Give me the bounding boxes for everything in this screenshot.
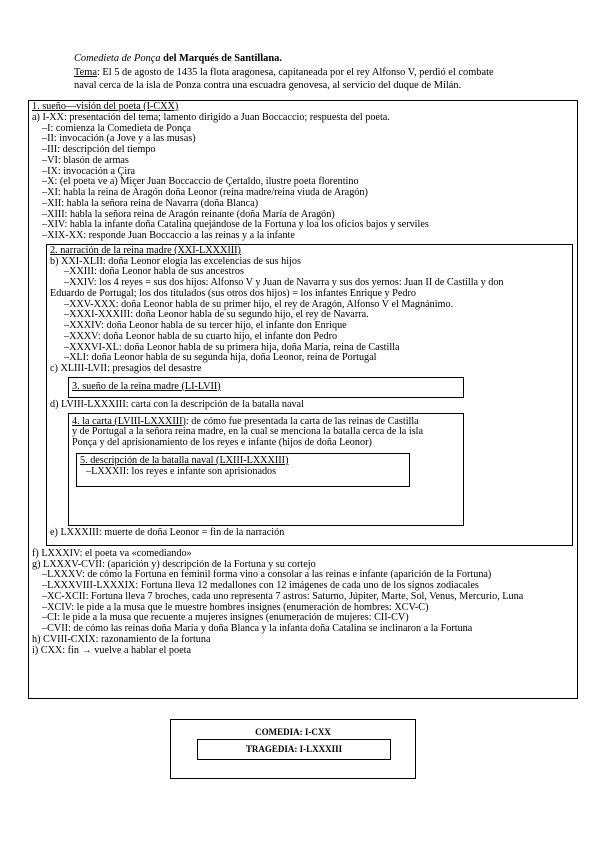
list-item: –XIII: habla la señora reina de Aragón reinante (doña María de Aragón): [42, 208, 335, 220]
list-item: –LXXXVIII-LXXXIX: Fortuna lleva 12 medallones con 12 imágenes de cada uno de los signos zodiacales: [42, 580, 479, 591]
list-item: –IX: invocación a Çira: [42, 165, 136, 177]
comedia-label: COMEDIA: I-CXX: [255, 727, 331, 737]
list-item: –XIV: habla la infante doña Catalina quejándose de la Fortuna y loa los oficios bajos y serviles: [42, 219, 429, 231]
document-header: [74, 52, 574, 93]
part-d: d) LVIII-LXXXIII: carta con la descripción de la batalla naval: [50, 398, 304, 410]
list-item: Eduardo de Portugal; los dos titulados (sus otros dos hijos) = los infantes Enrique y Pedro: [50, 287, 416, 299]
tema-text-cont: naval cerca de la isla de Ponza contra una escuadra genovesa, al servicio del duque de Milán.: [74, 80, 462, 91]
list-item: –VI: blasón de armas: [42, 154, 129, 166]
outline-box: [28, 100, 578, 699]
list-item: –XCIV: le pide a la musa que le muestre hombres insignes (enumeración de hombres: XCV-C): [42, 601, 429, 613]
section-3-heading: 3. sueño de la reina madre (LI-LVII): [72, 380, 221, 392]
section-2-box: [46, 244, 573, 546]
list-item: –XLI: doña Leonor habla de su segunda hija, doña Leonor, reina de Portugal: [64, 352, 377, 364]
work-title: Comedieta de Ponça: [74, 53, 161, 64]
section-5-box: [76, 453, 410, 487]
list-item: –XXV-XXX: doña Leonor habla de su primer hijo, el rey de Aragón, Alfonso V el Magnánimo.: [64, 298, 454, 310]
section-5-heading: 5. descripción de la batalla naval (LXIII-LXXXIII): [80, 454, 289, 466]
part-a: a) I-XX: presentación del tema; lamento dirigido a Juan Boccaccio; respuesta del poeta.: [32, 111, 390, 123]
section-4-text: : de cómo fue presentada la carta de las reinas de Castilla: [185, 415, 419, 427]
part-f: f) LXXXIV: el poeta va «comediando»: [32, 547, 192, 559]
list-item: –XIX-XX: responde Juan Boccaccio a las reinas y a la infante: [42, 230, 295, 241]
tragedia-label: TRAGEDIA: I-LXXXIII: [197, 739, 391, 760]
part-c: c) XLIII-LVII: presagios del desastre: [50, 363, 202, 374]
list-item: –XXXV: doña Leonor habla de su cuarto hijo, el infante don Pedro: [64, 330, 338, 342]
list-item: –XXIII: doña Leonor habla de sus ancestros: [64, 266, 244, 278]
list-item: –XI: habla la reina de Aragón doña Leonor (reina madre/reina viuda de Aragón): [42, 187, 368, 198]
list-item: –XXXIV: doña Leonor habla de su tercer hijo, el infante don Enrique: [64, 320, 347, 331]
list-item: –CVII: de cómo las reinas doña María y doña Blanca y la infanta doña Catalina se inclinaron a la Fortuna: [42, 623, 473, 634]
section-5-item: –LXXXII: los reyes e infante son aprisionados: [86, 465, 277, 477]
section-3-box: [68, 377, 464, 398]
section-2-heading: 2. narración de la reina madre (XXI-LXXXIII): [50, 244, 241, 256]
list-item: –XII: habla la señora reina de Navarra (doña Blanca): [42, 197, 259, 209]
part-i: i) CXX: fin → vuelve a hablar el poeta: [32, 644, 191, 656]
part-b: b) XXI-XLII: doña Leonor elogia las excelencias de sus hijos: [50, 255, 301, 267]
list-item: –XXXVI-XL: doña Leonor habla de su primera hija, doña María, reina de Castilla: [64, 341, 400, 353]
list-item: –I: comienza la Comedieta de Ponça: [42, 122, 192, 134]
section-4-box: [68, 413, 464, 526]
part-g: g) LXXXV-CVII: (aparición y) descripción de la Fortuna y su cortejo: [32, 558, 316, 570]
list-item: –CI: le pide a la musa que recuente a mujeres insignes (enumeración de mujeres: CII-CV): [42, 612, 409, 624]
section-4-text-line2: y de Portugal a la señora reina madre, en la cual se menciona la batalla cerca de la isla: [72, 426, 424, 438]
section-4-text-line3: Ponça y del aprisionamiento de los reyes e infante (hijos de doña Leonor): [72, 437, 372, 448]
list-item: –X: (el poeta ve a) Miçer Juan Boccaccio de Çertaldo, ilustre poeta florentino: [42, 176, 359, 188]
list-item: –III: descripción del tiempo: [42, 144, 156, 155]
list-item: –LXXXV: de cómo la Fortuna en feminil forma vino a consolar a las reinas e infante (aparición de la Fortuna): [42, 569, 492, 581]
part-e: e) LXXXIII: muerte de doña Leonor = fin de la narración: [50, 526, 285, 538]
summary-box: [170, 719, 416, 779]
list-item: –II: invocación (a Jove y a las musas): [42, 133, 196, 145]
section-1-heading: 1. sueño—visión del poeta (I-CXX): [32, 101, 179, 112]
tema-text: : El 5 de agosto de 1435 la flota aragonesa, capitaneada por el rey Alfonso V, perdió el combate: [96, 66, 494, 78]
work-author: del Marqués de Santillana.: [160, 53, 282, 64]
list-item: –XC-XCII: Fortuna lleva 7 broches, cada uno representa 7 astros: Saturno, Júpiter, Marte, Sol, Venus, Mercurio, Luna: [42, 590, 524, 602]
part-h: h) CVIII-CXIX: razonamiento de la fortuna: [32, 633, 211, 645]
list-item: –XXIV: los 4 reyes = sus dos hijos: Alfonso V y Juan de Navarra y sus dos yernos: Juan II de Castilla y don: [64, 277, 504, 288]
section-4-heading: 4. la carta (LVIII-LXXXIII): [72, 415, 186, 427]
tema-label: Tema: [74, 66, 97, 78]
list-item: –XXXI-XXXIII: doña Leonor habla de su segundo hijo, el rey de Navarra.: [64, 309, 369, 321]
